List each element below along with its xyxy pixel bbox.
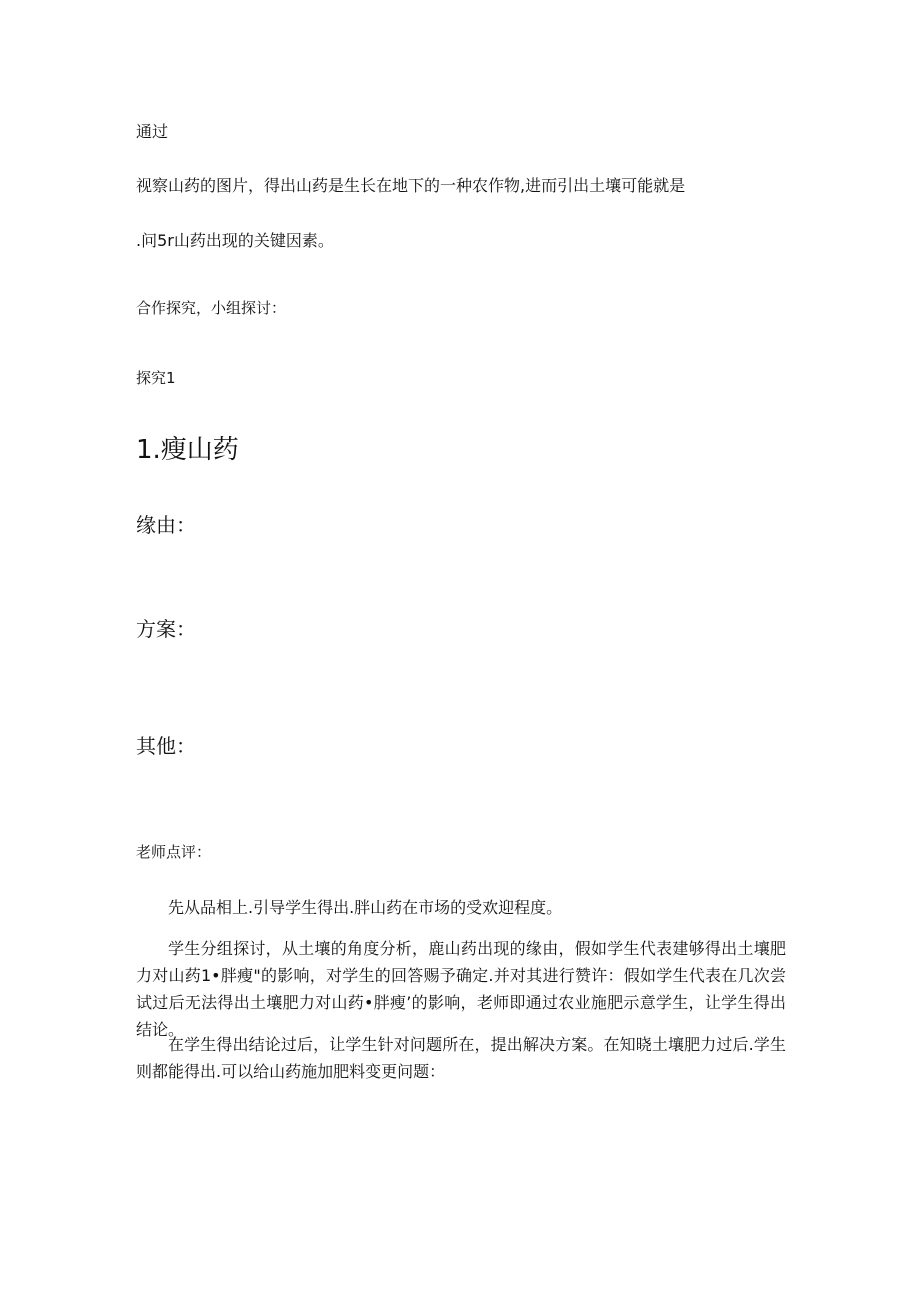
review-paragraph-3: 在学生得出结论过后，让学生针对问题所在，提出解决方案。在知晓土壤肥力过后.学生则都能得出.可以给山药施加肥料变更问题：: [136, 1035, 786, 1081]
cooperation-title: 合作探究，小组探讨：: [136, 299, 287, 317]
plan-label: 方案：: [136, 617, 196, 641]
intro-line-3: .问5r山药出现的关键因素。: [136, 231, 334, 250]
review-paragraph-2: 学生分组探讨，从土壤的角度分析，鹿山药出现的缘由，假如学生代表建够得出土壤肥力对山药1•胖瘦"的影响，对学生的回答赐予确定.并对其进行赞许：假如学生代表在几次尝试过后无法得出土壤肥力对山药•胖瘦’的影响，老师即通过农业施肥示意学生，让学生得出结论。: [136, 939, 786, 1039]
intro-line-2: 视察山药的图片，得出山药是生长在地下的一种农作物,进而引出土壤可能就是: [136, 176, 686, 195]
teacher-review-label: 老师点评：: [136, 843, 212, 861]
other-label: 其他：: [136, 734, 196, 758]
section-heading: 1.瘦山药: [136, 435, 239, 465]
review-paragraph-1: 先从品相上.引导学生得出.胖山药在市场的受欢迎程度。: [168, 898, 563, 917]
intro-line-1: 通过: [136, 122, 169, 141]
explore-label: 探究1: [136, 369, 176, 387]
reason-label: 缘由：: [136, 513, 196, 537]
